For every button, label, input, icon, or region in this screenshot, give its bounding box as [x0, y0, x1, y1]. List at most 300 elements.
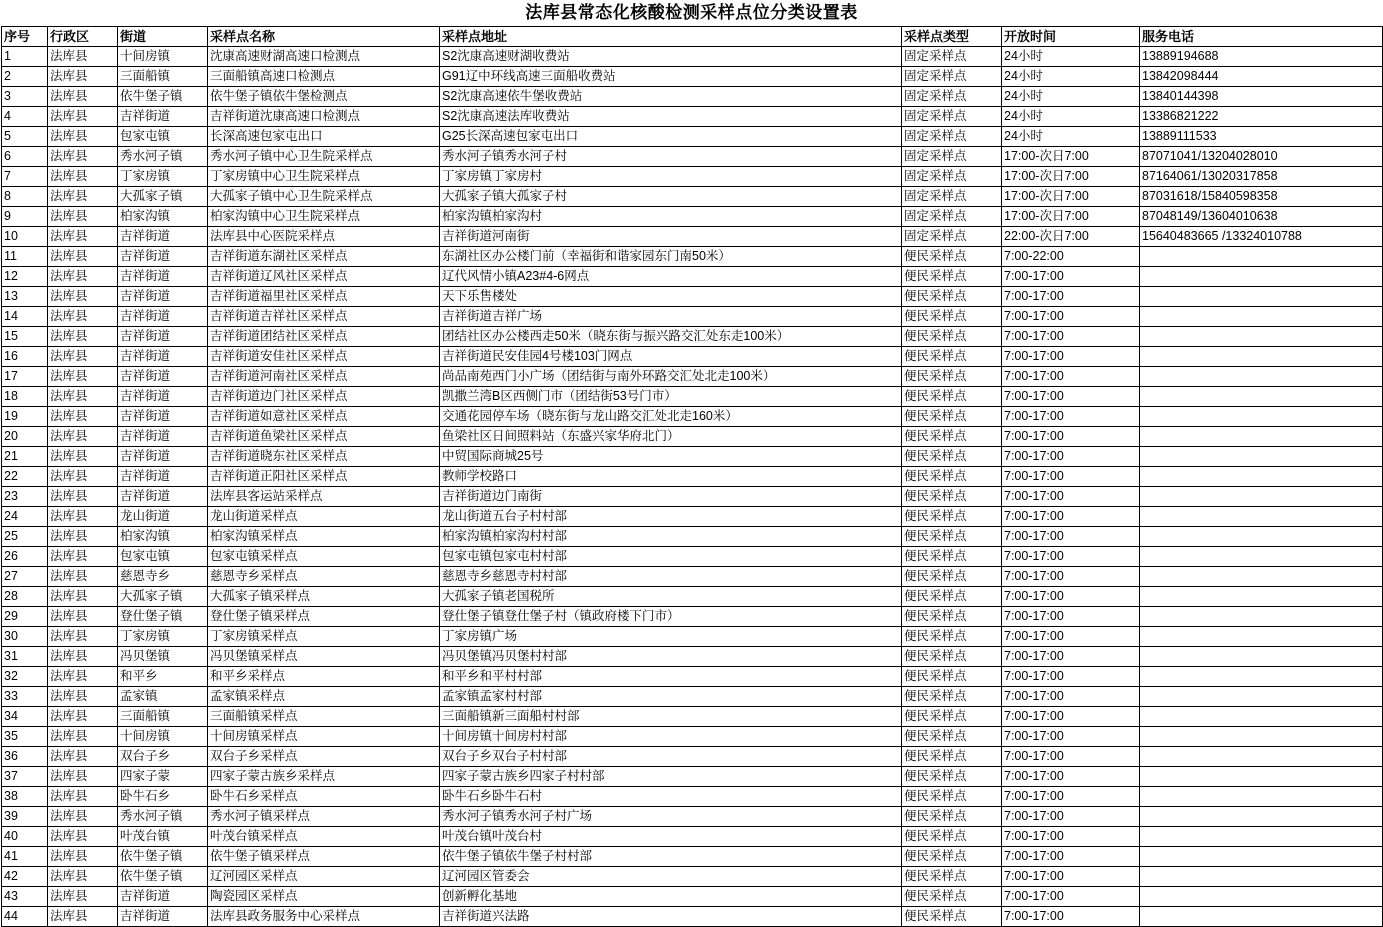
- cell-street: 秀水河子镇: [118, 807, 208, 827]
- cell-street: 卧牛石乡: [118, 787, 208, 807]
- cell-site-address: 教师学校路口: [440, 467, 902, 487]
- cell-street: 吉祥街道: [118, 427, 208, 447]
- cell-street: 孟家镇: [118, 687, 208, 707]
- cell-open-hours: 7:00-17:00: [1002, 587, 1140, 607]
- cell-site-name: 沈康高速财湖高速口检测点: [208, 47, 440, 67]
- cell-site-address: 吉祥街道吉祥广场: [440, 307, 902, 327]
- cell-street: 冯贝堡镇: [118, 647, 208, 667]
- cell-district: 法库县: [48, 547, 118, 567]
- cell-district: 法库县: [48, 387, 118, 407]
- cell-site-address: 吉祥街道兴法路: [440, 907, 902, 927]
- cell-phone: 87164061/13020317858: [1140, 167, 1383, 187]
- cell-open-hours: 24小时: [1002, 87, 1140, 107]
- table-row: [2, 767, 1383, 787]
- cell-site-name: 大孤家子镇采样点: [208, 587, 440, 607]
- cell-index: 2: [2, 67, 48, 87]
- table-row: [2, 707, 1383, 727]
- cell-district: 法库县: [48, 347, 118, 367]
- cell-site-address: 登仕堡子镇登仕堡子村（镇政府楼下门市）: [440, 607, 902, 627]
- table-row: [2, 247, 1383, 267]
- cell-street: 龙山街道: [118, 507, 208, 527]
- cell-street: 大孤家子镇: [118, 187, 208, 207]
- table-row: [2, 827, 1383, 847]
- cell-district: 法库县: [48, 827, 118, 847]
- table-row: [2, 347, 1383, 367]
- table-row: [2, 907, 1383, 927]
- cell-site-type: 便民采样点: [902, 587, 1002, 607]
- cell-site-type: 便民采样点: [902, 887, 1002, 907]
- cell-district: 法库县: [48, 887, 118, 907]
- cell-site-type: 固定采样点: [902, 47, 1002, 67]
- cell-open-hours: 7:00-17:00: [1002, 867, 1140, 887]
- cell-open-hours: 7:00-17:00: [1002, 767, 1140, 787]
- cell-site-address: 大孤家子镇大孤家子村: [440, 187, 902, 207]
- table-row: [2, 867, 1383, 887]
- cell-open-hours: 17:00-次日7:00: [1002, 207, 1140, 227]
- cell-phone: [1140, 887, 1383, 907]
- cell-phone: [1140, 607, 1383, 627]
- cell-street: 柏家沟镇: [118, 527, 208, 547]
- cell-site-type: 便民采样点: [902, 267, 1002, 287]
- cell-street: 吉祥街道: [118, 227, 208, 247]
- cell-site-type: 便民采样点: [902, 567, 1002, 587]
- cell-index: 38: [2, 787, 48, 807]
- cell-open-hours: 24小时: [1002, 67, 1140, 87]
- cell-street: 秀水河子镇: [118, 147, 208, 167]
- cell-open-hours: 17:00-次日7:00: [1002, 187, 1140, 207]
- cell-site-address: 柏家沟镇柏家沟村: [440, 207, 902, 227]
- cell-district: 法库县: [48, 127, 118, 147]
- cell-phone: [1140, 307, 1383, 327]
- table-row: [2, 547, 1383, 567]
- cell-site-name: 吉祥街道东湖社区采样点: [208, 247, 440, 267]
- cell-site-address: S2沈康高速财湖收费站: [440, 47, 902, 67]
- cell-open-hours: 7:00-17:00: [1002, 427, 1140, 447]
- cell-phone: [1140, 387, 1383, 407]
- cell-site-type: 便民采样点: [902, 667, 1002, 687]
- cell-open-hours: 7:00-17:00: [1002, 607, 1140, 627]
- cell-street: 吉祥街道: [118, 367, 208, 387]
- table-row: [2, 167, 1383, 187]
- cell-district: 法库县: [48, 867, 118, 887]
- cell-phone: [1140, 427, 1383, 447]
- cell-site-address: 秀水河子镇秀水河子村广场: [440, 807, 902, 827]
- cell-phone: [1140, 727, 1383, 747]
- cell-street: 包家屯镇: [118, 127, 208, 147]
- cell-district: 法库县: [48, 527, 118, 547]
- cell-site-address: 包家屯镇包家屯村村部: [440, 547, 902, 567]
- column-header-site-address: 采样点地址: [440, 27, 902, 47]
- cell-site-type: 便民采样点: [902, 767, 1002, 787]
- table-row: [2, 747, 1383, 767]
- cell-index: 8: [2, 187, 48, 207]
- cell-district: 法库县: [48, 687, 118, 707]
- cell-site-type: 便民采样点: [902, 527, 1002, 547]
- cell-phone: [1140, 547, 1383, 567]
- table-row: [2, 727, 1383, 747]
- cell-street: 十间房镇: [118, 727, 208, 747]
- cell-street: 依牛堡子镇: [118, 847, 208, 867]
- table-row: [2, 67, 1383, 87]
- cell-site-address: G91辽中环线高速三面船收费站: [440, 67, 902, 87]
- cell-street: 吉祥街道: [118, 247, 208, 267]
- cell-site-name: 包家屯镇采样点: [208, 547, 440, 567]
- cell-street: 吉祥街道: [118, 487, 208, 507]
- cell-street: 吉祥街道: [118, 387, 208, 407]
- cell-site-name: 双台子乡采样点: [208, 747, 440, 767]
- cell-district: 法库县: [48, 447, 118, 467]
- cell-index: 16: [2, 347, 48, 367]
- cell-site-type: 便民采样点: [902, 247, 1002, 267]
- table-row: [2, 287, 1383, 307]
- cell-site-name: 秀水河子镇采样点: [208, 807, 440, 827]
- cell-index: 6: [2, 147, 48, 167]
- cell-site-name: 法库县客运站采样点: [208, 487, 440, 507]
- cell-district: 法库县: [48, 247, 118, 267]
- cell-phone: 13842098444: [1140, 67, 1383, 87]
- cell-open-hours: 7:00-17:00: [1002, 327, 1140, 347]
- cell-district: 法库县: [48, 807, 118, 827]
- cell-site-name: 三面船镇高速口检测点: [208, 67, 440, 87]
- cell-street: 吉祥街道: [118, 347, 208, 367]
- table-row: [2, 527, 1383, 547]
- cell-district: 法库县: [48, 87, 118, 107]
- cell-index: 42: [2, 867, 48, 887]
- cell-site-address: 丁家房镇广场: [440, 627, 902, 647]
- cell-site-name: 吉祥街道辽风社区采样点: [208, 267, 440, 287]
- cell-index: 17: [2, 367, 48, 387]
- cell-street: 吉祥街道: [118, 327, 208, 347]
- table-row: [2, 267, 1383, 287]
- table-row: [2, 647, 1383, 667]
- cell-index: 34: [2, 707, 48, 727]
- cell-district: 法库县: [48, 327, 118, 347]
- cell-site-address: 辽河园区管委会: [440, 867, 902, 887]
- cell-site-type: 便民采样点: [902, 487, 1002, 507]
- cell-site-address: 辽代风情小镇A23#4-6网点: [440, 267, 902, 287]
- cell-phone: [1140, 747, 1383, 767]
- cell-district: 法库县: [48, 67, 118, 87]
- cell-site-name: 吉祥街道福里社区采样点: [208, 287, 440, 307]
- cell-district: 法库县: [48, 507, 118, 527]
- cell-street: 三面船镇: [118, 67, 208, 87]
- cell-street: 吉祥街道: [118, 907, 208, 927]
- cell-phone: [1140, 247, 1383, 267]
- column-header-open-hours: 开放时间: [1002, 27, 1140, 47]
- cell-index: 35: [2, 727, 48, 747]
- cell-phone: [1140, 267, 1383, 287]
- cell-phone: [1140, 667, 1383, 687]
- cell-site-name: 吉祥街道吉祥社区采样点: [208, 307, 440, 327]
- cell-site-type: 便民采样点: [902, 467, 1002, 487]
- cell-site-name: 陶瓷园区采样点: [208, 887, 440, 907]
- cell-index: 21: [2, 447, 48, 467]
- cell-district: 法库县: [48, 227, 118, 247]
- cell-district: 法库县: [48, 427, 118, 447]
- cell-site-address: 中贸国际商城25号: [440, 447, 902, 467]
- cell-open-hours: 7:00-17:00: [1002, 447, 1140, 467]
- cell-district: 法库县: [48, 567, 118, 587]
- cell-open-hours: 7:00-22:00: [1002, 247, 1140, 267]
- column-header-street: 街道: [118, 27, 208, 47]
- cell-street: 三面船镇: [118, 707, 208, 727]
- cell-site-address: 大孤家子镇老国税所: [440, 587, 902, 607]
- cell-index: 11: [2, 247, 48, 267]
- cell-site-type: 便民采样点: [902, 807, 1002, 827]
- cell-district: 法库县: [48, 47, 118, 67]
- table-row: [2, 567, 1383, 587]
- cell-index: 29: [2, 607, 48, 627]
- table-row: [2, 407, 1383, 427]
- cell-site-address: 尚品南苑西门小广场（团结街与南外环路交汇处北走100米）: [440, 367, 902, 387]
- cell-index: 5: [2, 127, 48, 147]
- cell-street: 吉祥街道: [118, 107, 208, 127]
- cell-site-address: 孟家镇孟家村村部: [440, 687, 902, 707]
- cell-open-hours: 7:00-17:00: [1002, 307, 1140, 327]
- table-row: [2, 107, 1383, 127]
- cell-site-address: 十间房镇十间房村村部: [440, 727, 902, 747]
- cell-street: 包家屯镇: [118, 547, 208, 567]
- cell-site-type: 便民采样点: [902, 607, 1002, 627]
- cell-open-hours: 7:00-17:00: [1002, 827, 1140, 847]
- column-header-district: 行政区: [48, 27, 118, 47]
- table-row: [2, 367, 1383, 387]
- table-row: [2, 587, 1383, 607]
- cell-site-type: 便民采样点: [902, 307, 1002, 327]
- cell-street: 十间房镇: [118, 47, 208, 67]
- cell-site-type: 便民采样点: [902, 547, 1002, 567]
- cell-site-name: 冯贝堡镇采样点: [208, 647, 440, 667]
- cell-phone: [1140, 827, 1383, 847]
- cell-site-type: 固定采样点: [902, 67, 1002, 87]
- cell-index: 41: [2, 847, 48, 867]
- cell-site-type: 固定采样点: [902, 207, 1002, 227]
- cell-site-address: 卧牛石乡卧牛石村: [440, 787, 902, 807]
- cell-site-address: 叶茂台镇叶茂台村: [440, 827, 902, 847]
- cell-site-address: 冯贝堡镇冯贝堡村村部: [440, 647, 902, 667]
- cell-site-name: 柏家沟镇中心卫生院采样点: [208, 207, 440, 227]
- cell-site-address: S2沈康高速法库收费站: [440, 107, 902, 127]
- cell-site-type: 便民采样点: [902, 827, 1002, 847]
- table-row: [2, 227, 1383, 247]
- cell-site-address: 依牛堡子镇依牛堡子村村部: [440, 847, 902, 867]
- cell-site-name: 辽河园区采样点: [208, 867, 440, 887]
- cell-index: 22: [2, 467, 48, 487]
- table-row: [2, 147, 1383, 167]
- cell-phone: [1140, 327, 1383, 347]
- cell-phone: [1140, 507, 1383, 527]
- cell-site-type: 便民采样点: [902, 707, 1002, 727]
- cell-index: 32: [2, 667, 48, 687]
- cell-district: 法库县: [48, 147, 118, 167]
- cell-index: 43: [2, 887, 48, 907]
- cell-index: 20: [2, 427, 48, 447]
- cell-street: 吉祥街道: [118, 447, 208, 467]
- cell-district: 法库县: [48, 627, 118, 647]
- cell-index: 40: [2, 827, 48, 847]
- table-row: [2, 467, 1383, 487]
- cell-open-hours: 7:00-17:00: [1002, 787, 1140, 807]
- cell-site-name: 卧牛石乡采样点: [208, 787, 440, 807]
- cell-site-name: 三面船镇采样点: [208, 707, 440, 727]
- cell-open-hours: 7:00-17:00: [1002, 507, 1140, 527]
- cell-street: 吉祥街道: [118, 267, 208, 287]
- cell-site-type: 便民采样点: [902, 347, 1002, 367]
- cell-open-hours: 7:00-17:00: [1002, 547, 1140, 567]
- cell-phone: [1140, 527, 1383, 547]
- cell-site-type: 便民采样点: [902, 327, 1002, 347]
- cell-index: 27: [2, 567, 48, 587]
- page-title: 法库县常态化核酸检测采样点位分类设置表: [525, 3, 858, 22]
- cell-site-address: 吉祥街道河南街: [440, 227, 902, 247]
- cell-open-hours: 7:00-17:00: [1002, 527, 1140, 547]
- cell-street: 吉祥街道: [118, 307, 208, 327]
- cell-site-address: 龙山街道五台子村村部: [440, 507, 902, 527]
- cell-open-hours: 7:00-17:00: [1002, 707, 1140, 727]
- table-row: [2, 47, 1383, 67]
- cell-site-address: G25长深高速包家屯出口: [440, 127, 902, 147]
- cell-site-name: 四家子蒙古族乡采样点: [208, 767, 440, 787]
- cell-site-name: 孟家镇采样点: [208, 687, 440, 707]
- cell-site-name: 龙山街道采样点: [208, 507, 440, 527]
- column-header-site-type: 采样点类型: [902, 27, 1002, 47]
- cell-index: 31: [2, 647, 48, 667]
- table-row: [2, 887, 1383, 907]
- cell-phone: 13889111533: [1140, 127, 1383, 147]
- cell-index: 39: [2, 807, 48, 827]
- cell-site-name: 吉祥街道沈康高速口检测点: [208, 107, 440, 127]
- cell-index: 33: [2, 687, 48, 707]
- cell-open-hours: 24小时: [1002, 107, 1140, 127]
- cell-phone: 13386821222: [1140, 107, 1383, 127]
- cell-site-type: 便民采样点: [902, 747, 1002, 767]
- cell-phone: [1140, 467, 1383, 487]
- cell-open-hours: 7:00-17:00: [1002, 467, 1140, 487]
- cell-index: 28: [2, 587, 48, 607]
- cell-open-hours: 7:00-17:00: [1002, 287, 1140, 307]
- cell-open-hours: 17:00-次日7:00: [1002, 147, 1140, 167]
- cell-index: 19: [2, 407, 48, 427]
- table-row: [2, 507, 1383, 527]
- cell-street: 丁家房镇: [118, 627, 208, 647]
- cell-street: 叶茂台镇: [118, 827, 208, 847]
- cell-open-hours: 7:00-17:00: [1002, 267, 1140, 287]
- cell-index: 30: [2, 627, 48, 647]
- cell-phone: [1140, 407, 1383, 427]
- cell-site-name: 慈恩寺乡采样点: [208, 567, 440, 587]
- cell-phone: 13840144398: [1140, 87, 1383, 107]
- cell-open-hours: 7:00-17:00: [1002, 367, 1140, 387]
- cell-street: 大孤家子镇: [118, 587, 208, 607]
- cell-phone: [1140, 487, 1383, 507]
- cell-street: 吉祥街道: [118, 887, 208, 907]
- cell-index: 25: [2, 527, 48, 547]
- table-row: [2, 87, 1383, 107]
- cell-phone: [1140, 847, 1383, 867]
- cell-site-address: 慈恩寺乡慈恩寺村村部: [440, 567, 902, 587]
- cell-district: 法库县: [48, 487, 118, 507]
- table-row: [2, 847, 1383, 867]
- cell-phone: [1140, 767, 1383, 787]
- cell-index: 37: [2, 767, 48, 787]
- cell-open-hours: 7:00-17:00: [1002, 647, 1140, 667]
- cell-street: 丁家房镇: [118, 167, 208, 187]
- table-row: [2, 187, 1383, 207]
- cell-open-hours: 7:00-17:00: [1002, 487, 1140, 507]
- cell-index: 36: [2, 747, 48, 767]
- table-body: [2, 47, 1383, 927]
- cell-street: 双台子乡: [118, 747, 208, 767]
- cell-site-name: 吉祥街道边门社区采样点: [208, 387, 440, 407]
- cell-site-type: 固定采样点: [902, 147, 1002, 167]
- column-header-index: 序号: [2, 27, 48, 47]
- cell-site-address: 柏家沟镇柏家沟村村部: [440, 527, 902, 547]
- cell-index: 3: [2, 87, 48, 107]
- cell-open-hours: 7:00-17:00: [1002, 567, 1140, 587]
- cell-phone: [1140, 287, 1383, 307]
- cell-open-hours: 17:00-次日7:00: [1002, 167, 1140, 187]
- cell-open-hours: 22:00-次日7:00: [1002, 227, 1140, 247]
- cell-open-hours: 7:00-17:00: [1002, 407, 1140, 427]
- cell-open-hours: 7:00-17:00: [1002, 847, 1140, 867]
- cell-index: 26: [2, 547, 48, 567]
- cell-site-name: 登仕堡子镇采样点: [208, 607, 440, 627]
- cell-district: 法库县: [48, 847, 118, 867]
- cell-street: 慈恩寺乡: [118, 567, 208, 587]
- cell-site-address: 秀水河子镇秀水河子村: [440, 147, 902, 167]
- cell-site-name: 法库县中心医院采样点: [208, 227, 440, 247]
- cell-site-type: 便民采样点: [902, 647, 1002, 667]
- cell-site-type: 固定采样点: [902, 127, 1002, 147]
- column-header-phone: 服务电话: [1140, 27, 1383, 47]
- cell-district: 法库县: [48, 787, 118, 807]
- cell-district: 法库县: [48, 607, 118, 627]
- table-row: [2, 127, 1383, 147]
- cell-open-hours: 7:00-17:00: [1002, 347, 1140, 367]
- cell-site-name: 吉祥街道如意社区采样点: [208, 407, 440, 427]
- table-row: [2, 307, 1383, 327]
- cell-site-type: 固定采样点: [902, 87, 1002, 107]
- cell-district: 法库县: [48, 767, 118, 787]
- cell-phone: [1140, 907, 1383, 927]
- cell-index: 1: [2, 47, 48, 67]
- cell-phone: [1140, 687, 1383, 707]
- cell-phone: 87031618/15840598358: [1140, 187, 1383, 207]
- cell-site-name: 十间房镇采样点: [208, 727, 440, 747]
- cell-site-type: 便民采样点: [902, 367, 1002, 387]
- cell-site-type: 便民采样点: [902, 787, 1002, 807]
- cell-index: 7: [2, 167, 48, 187]
- cell-district: 法库县: [48, 367, 118, 387]
- cell-open-hours: 7:00-17:00: [1002, 387, 1140, 407]
- cell-open-hours: 24小时: [1002, 47, 1140, 67]
- cell-site-name: 丁家房镇采样点: [208, 627, 440, 647]
- cell-district: 法库县: [48, 727, 118, 747]
- cell-district: 法库县: [48, 467, 118, 487]
- cell-district: 法库县: [48, 167, 118, 187]
- cell-site-address: 创新孵化基地: [440, 887, 902, 907]
- cell-phone: [1140, 447, 1383, 467]
- cell-site-type: 便民采样点: [902, 287, 1002, 307]
- column-header-site-name: 采样点名称: [208, 27, 440, 47]
- cell-index: 44: [2, 907, 48, 927]
- cell-phone: [1140, 367, 1383, 387]
- cell-street: 登仕堡子镇: [118, 607, 208, 627]
- cell-index: 24: [2, 507, 48, 527]
- cell-index: 9: [2, 207, 48, 227]
- cell-phone: [1140, 587, 1383, 607]
- cell-index: 23: [2, 487, 48, 507]
